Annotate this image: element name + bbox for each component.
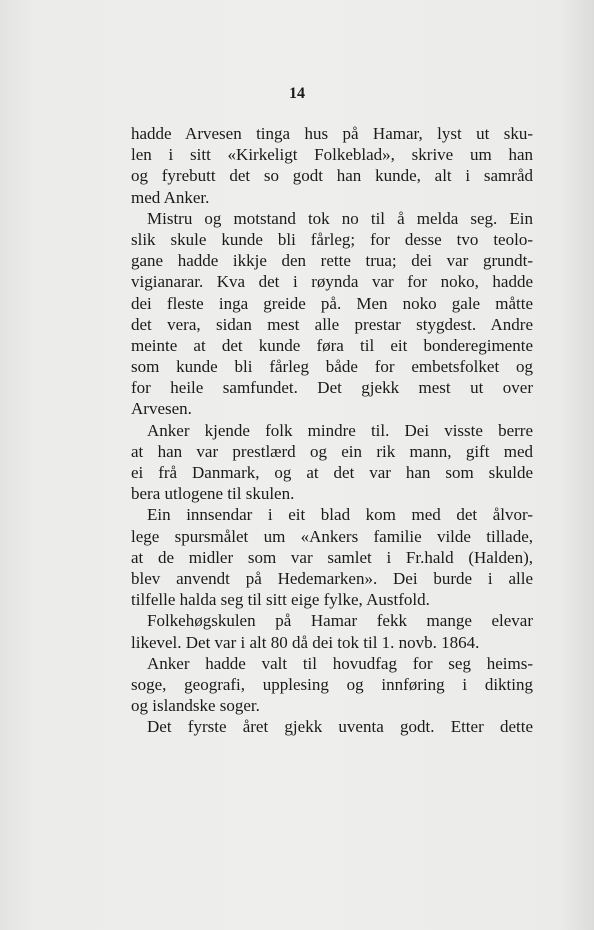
text-line: at han var prestlærd og ein rik mann, gift med: [131, 441, 533, 461]
body-text: [131, 123, 533, 737]
text-line: soge, geografi, upplesing og innføring i dikting: [131, 674, 533, 694]
text-line: som kunde bli fårleg både for embetsfolket og: [131, 357, 533, 377]
text-line: Mistru og motstand tok no til å melda seg. Ein: [147, 208, 533, 228]
page-number: 14: [289, 85, 305, 102]
text-line: meinte at det kunde føra til eit bonderegimente: [131, 335, 533, 355]
text-line: hadde Arvesen tinga hus på Hamar, lyst ut sku-: [131, 124, 533, 143]
text-line: Folkehøgskulen på Hamar fekk mange elevar: [147, 611, 533, 631]
text-line: med Anker.: [131, 187, 210, 207]
text-line: at de midler som var samlet i Fr.hald (Halden),: [131, 547, 533, 567]
text-line: vigianarar. Kva det i røynda var for noko, hadde: [131, 272, 533, 292]
text-line: tilfelle halda seg til sitt eige fylke, Austfold.: [131, 590, 430, 610]
text-line: Anker hadde valt til hovudfag for seg heims-: [147, 653, 533, 673]
text-line: Arvesen.: [131, 399, 192, 419]
text-line: likevel. Det var i alt 80 då dei tok til 1. novb. 1864.: [131, 632, 480, 652]
text-line: blev anvendt på Hedemarken». Dei burde i alle: [131, 568, 533, 588]
text-line: dei fleste inga greide på. Men noko gale måtte: [131, 293, 533, 313]
text-line: og fyrebutt det so godt han kunde, alt i samråd: [131, 166, 533, 186]
text-line: det vera, sidan mest alle prestar stygdest. Andre: [131, 314, 533, 334]
text-line: for heile samfundet. Det gjekk mest ut over: [131, 378, 533, 398]
text-line: gane hadde ikkje den rette trua; dei var grundt-: [131, 251, 533, 271]
text-line: Anker kjende folk mindre til. Dei visste berre: [147, 420, 533, 440]
text-line: og islandske soger.: [131, 696, 260, 716]
text-line: len i sitt «Kirkeligt Folkeblad», skrive um han: [131, 145, 533, 165]
text-line: Ein innsendar i eit blad kom med det ålvor-: [147, 505, 533, 525]
text-line: slik skule kunde bli fårleg; for desse tvo teolo-: [131, 229, 533, 249]
text-line: bera utlogene til skulen.: [131, 484, 295, 504]
text-line: ei frå Danmark, og at det var han som skulde: [131, 463, 533, 482]
text-line: lege spursmålet um «Ankers familie vilde tillade,: [131, 526, 533, 546]
text-line: Det fyrste året gjekk uventa godt. Etter dette: [147, 717, 533, 737]
